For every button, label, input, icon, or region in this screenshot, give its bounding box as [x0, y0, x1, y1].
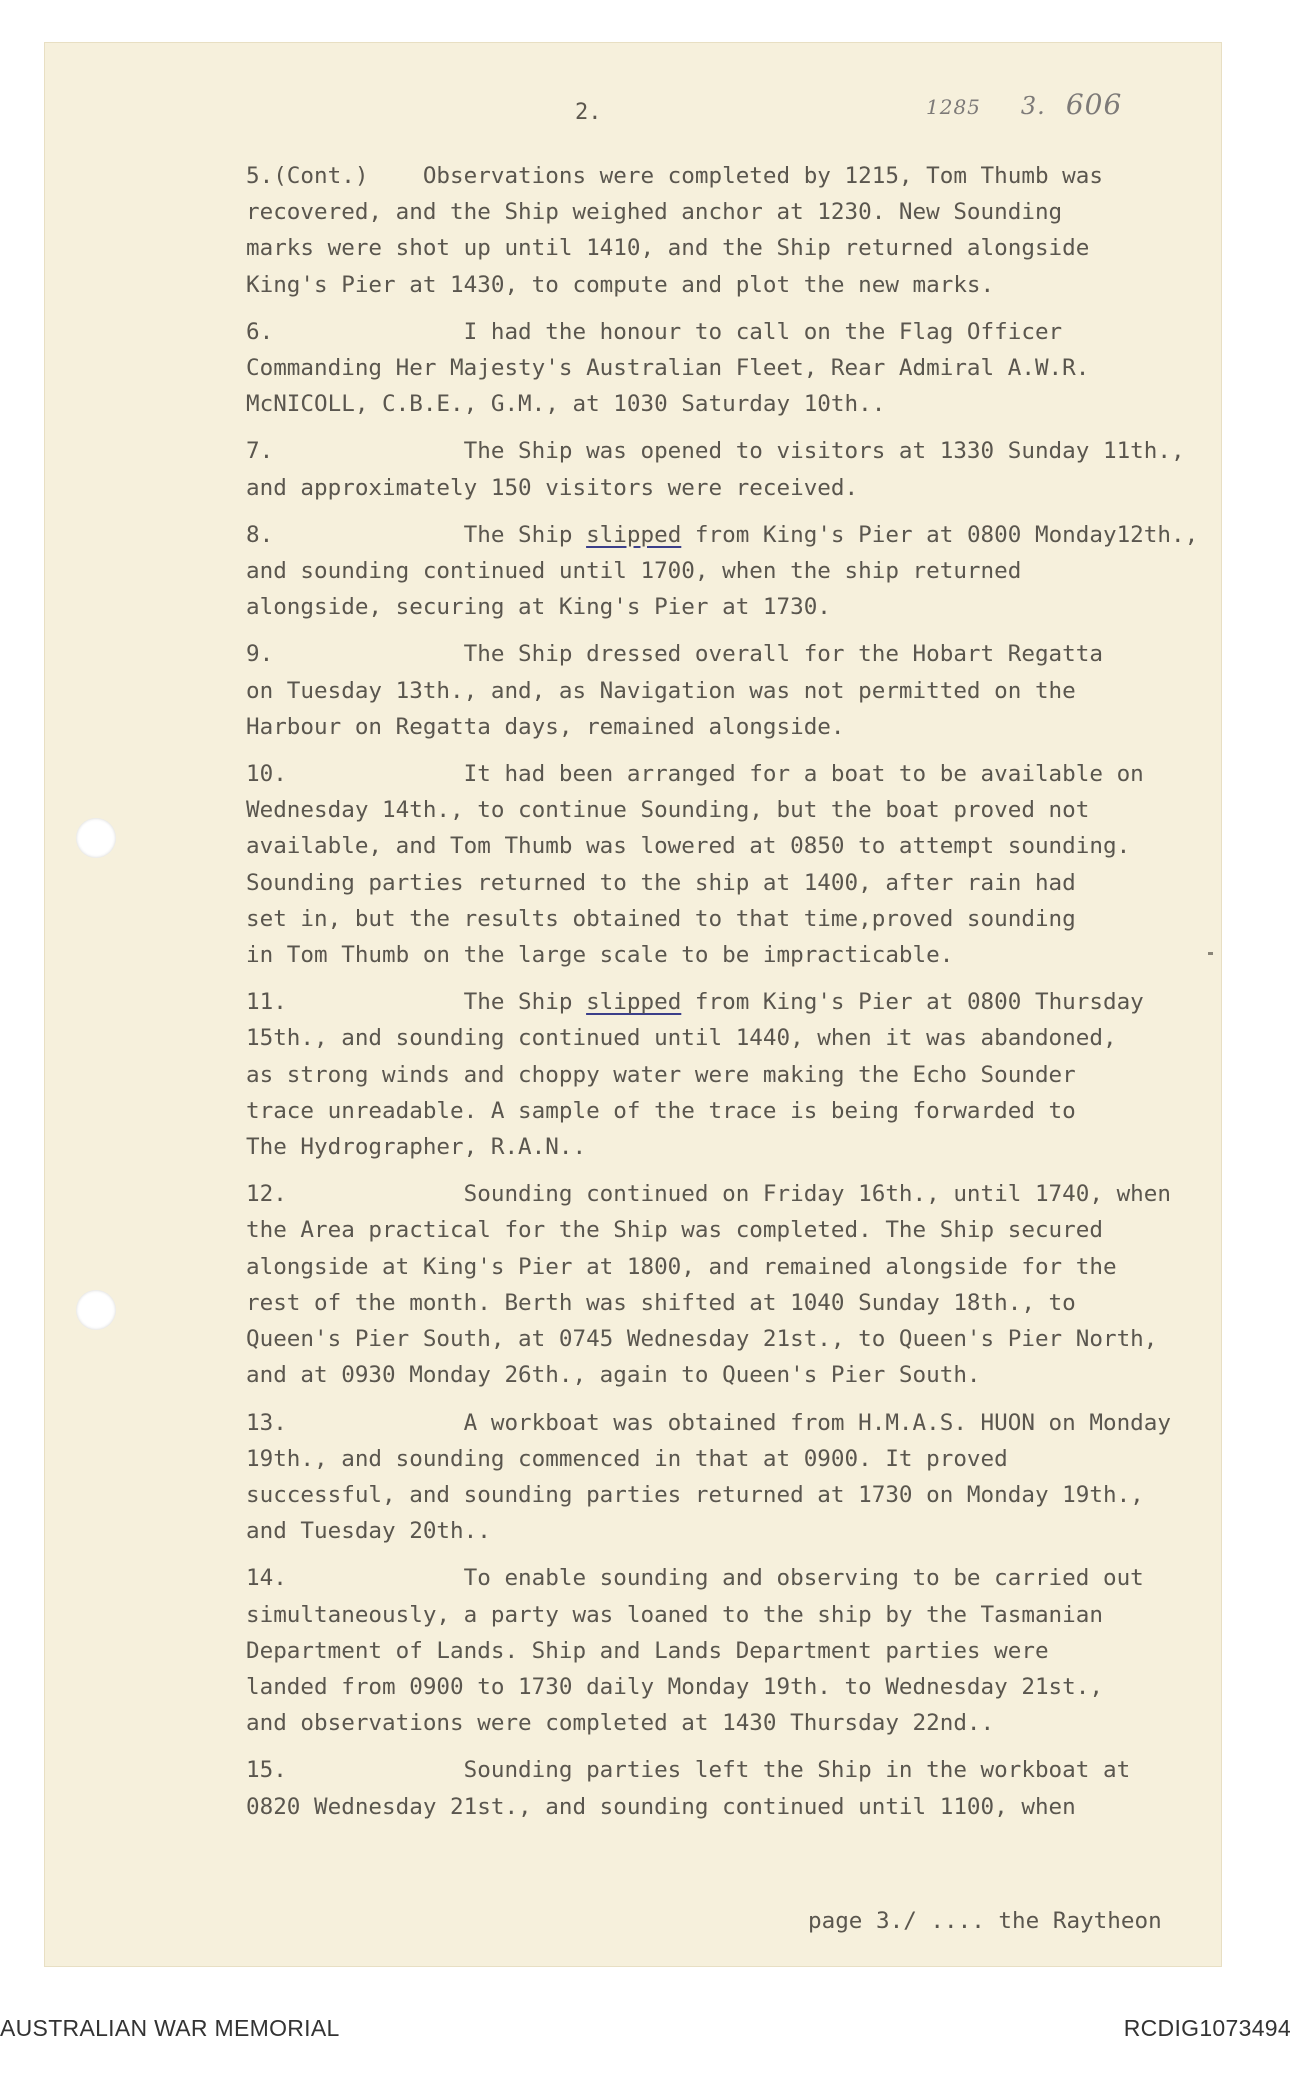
text-line: 15. Sounding parties left the Ship in the workboat at	[246, 1757, 1131, 1784]
text-line: 15th., and sounding continued until 1440, when it was abandoned,	[246, 1025, 1117, 1052]
text-line: Queen's Pier South, at 0745 Wednesday 21st., to Queen's Pier North,	[246, 1326, 1158, 1353]
text-line: recovered, and the Ship weighed anchor at 1230. New Sounding	[246, 199, 1063, 226]
text-line: 8. The Ship slipped from King's Pier at 0800 Monday12th.,	[246, 521, 1199, 548]
text-line: landed from 0900 to 1730 daily Monday 19th. to Wednesday 21st.,	[246, 1673, 1103, 1700]
paragraph	[246, 517, 1226, 626]
text-line: 7. The Ship was opened to visitors at 1330 Sunday 11th.,	[246, 438, 1185, 465]
paragraph	[246, 756, 1226, 973]
text-line: Commanding Her Majesty's Australian Fleet, Rear Admiral A.W.R.	[246, 355, 1090, 382]
text-line: 9. The Ship dressed overall for the Hobart Regatta	[246, 641, 1103, 668]
text-line: Sounding parties returned to the ship at 1400, after rain had	[246, 869, 1076, 896]
paragraph	[246, 314, 1226, 423]
text-line: and at 0930 Monday 26th., again to Queen's Pier South.	[246, 1362, 981, 1389]
text-line: rest of the month. Berth was shifted at 1040 Sunday 18th., to	[246, 1289, 1076, 1316]
text-line: 12. Sounding continued on Friday 16th., until 1740, when	[246, 1181, 1171, 1208]
paragraph	[246, 1176, 1226, 1393]
text-line: available, and Tom Thumb was lowered at 0850 to attempt sounding.	[246, 833, 1131, 860]
text-line: 0820 Wednesday 21st., and sounding continued until 1100, when	[246, 1793, 1076, 1820]
paragraph	[246, 1752, 1226, 1824]
text-line: and approximately 150 visitors were received.	[246, 474, 859, 501]
text-line: as strong winds and choppy water were making the Echo Sounder	[246, 1061, 1076, 1088]
text-line: marks were shot up until 1410, and the Ship returned alongside	[246, 235, 1090, 262]
text-line: Wednesday 14th., to continue Sounding, but the boat proved not	[246, 797, 1090, 824]
text-line: Harbour on Regatta days, remained alongside.	[246, 713, 845, 740]
punch-hole	[76, 1290, 116, 1330]
text-line: and Tuesday 20th..	[246, 1518, 491, 1545]
text-line: 19th., and sounding commenced in that at 0900. It proved	[246, 1445, 1008, 1472]
text-line: successful, and sounding parties returned at 1730 on Monday 19th.,	[246, 1481, 1144, 1508]
text-line: King's Pier at 1430, to compute and plot the new marks.	[246, 271, 995, 298]
text-line: The Hydrographer, R.A.N..	[246, 1134, 587, 1161]
paragraph	[246, 1405, 1226, 1550]
handwritten-reference: 1285 3. 606	[926, 88, 1123, 121]
text-line: simultaneously, a party was loaned to the ship by the Tasmanian	[246, 1601, 1103, 1628]
text-line: 14. To enable sounding and observing to be carried out	[246, 1565, 1144, 1592]
text-line: set in, but the results obtained to that time,proved sounding	[246, 905, 1076, 932]
paragraph	[246, 1560, 1226, 1741]
text-line: 13. A workboat was obtained from H.M.A.S. HUON on Monday	[246, 1409, 1171, 1436]
paragraph	[246, 636, 1226, 745]
text-line: Department of Lands. Ship and Lands Department parties were	[246, 1637, 1049, 1664]
text-line: and sounding continued until 1700, when the ship returned	[246, 558, 1022, 585]
text-line: and observations were completed at 1430 Thursday 22nd..	[246, 1710, 995, 1737]
text-line: 5.(Cont.) Observations were completed by 1215, Tom Thumb was	[246, 163, 1103, 189]
text-line: alongside, securing at King's Pier at 1730.	[246, 594, 831, 621]
text-line: on Tuesday 13th., and, as Navigation was not permitted on the	[246, 677, 1076, 704]
paragraph	[246, 984, 1226, 1165]
page-number: 2.	[575, 100, 602, 125]
paragraph	[246, 158, 1226, 303]
text-line: the Area practical for the Ship was completed. The Ship secured	[246, 1217, 1103, 1244]
document-body	[246, 158, 1226, 1836]
text-line: 10. It had been arranged for a boat to be available on	[246, 761, 1144, 788]
continuation-note: page 3./ .... the Raytheon	[808, 1908, 1162, 1934]
text-line: 11. The Ship slipped from King's Pier at 0800 Thursday	[246, 989, 1144, 1016]
paragraph	[246, 433, 1226, 505]
punch-hole	[76, 818, 116, 858]
text-line: in Tom Thumb on the large scale to be impracticable.	[246, 942, 954, 969]
margin-mark	[1208, 952, 1213, 955]
archive-id: RCDIG1073494	[1123, 2015, 1291, 2041]
text-line: trace unreadable. A sample of the trace is being forwarded to	[246, 1097, 1076, 1124]
text-line: alongside at King's Pier at 1800, and remained alongside for the	[246, 1253, 1117, 1280]
text-line: McNICOLL, C.B.E., G.M., at 1030 Saturday 10th..	[246, 391, 886, 418]
text-line: 6. I had the honour to call on the Flag Officer	[246, 318, 1063, 345]
archive-name: AUSTRALIAN WAR MEMORIAL	[0, 2015, 340, 2041]
